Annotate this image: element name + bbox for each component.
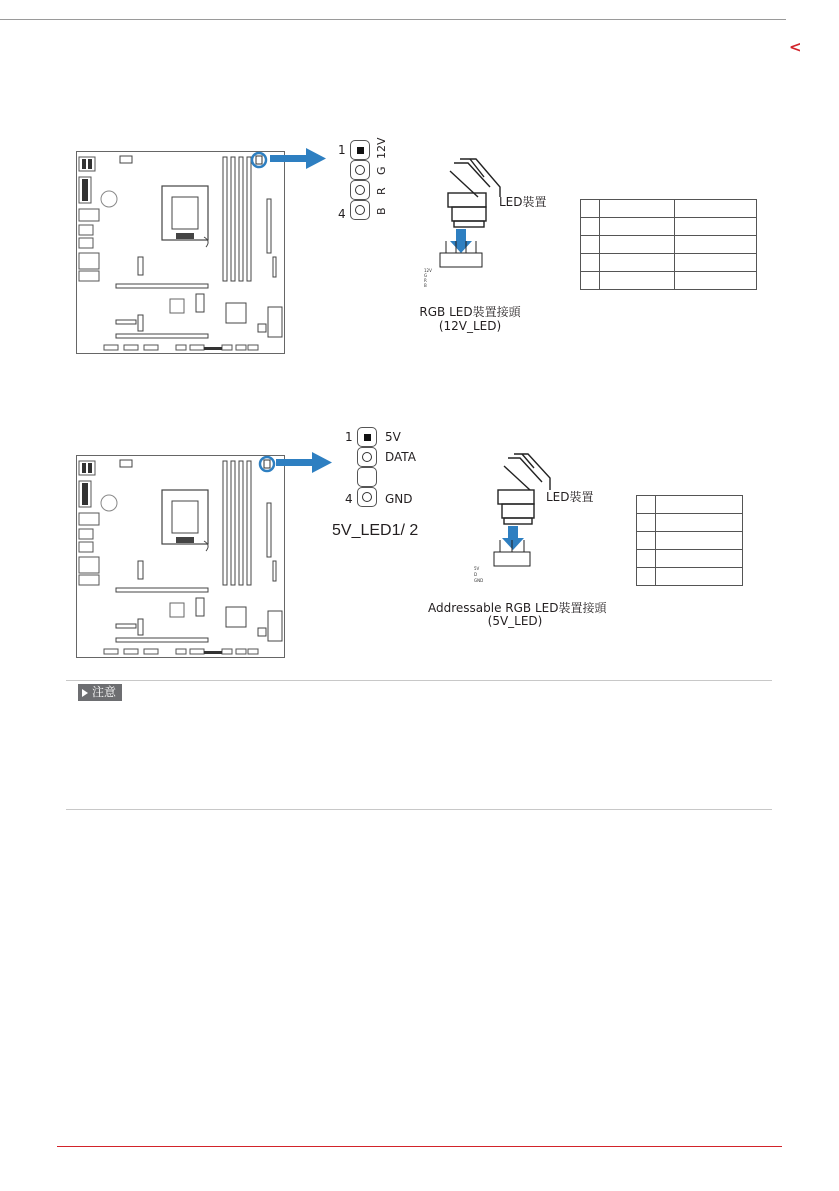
pin-name-b: B [375, 207, 388, 215]
mini-pin-label: B [424, 283, 427, 288]
pin-number-4: 4 [338, 207, 346, 221]
caption-line1-5v: Addressable RGB LED裝置接頭 [428, 601, 607, 615]
table-row [581, 254, 757, 272]
pin-table-12v [580, 199, 757, 290]
note-badge-label: 注意 [92, 685, 117, 699]
pin-number-1: 1 [338, 143, 346, 157]
pin-number-1: 1 [345, 430, 353, 444]
mini-pin-label: 5V [474, 566, 480, 571]
table-row [581, 218, 757, 236]
pin-4-circle [350, 200, 370, 220]
top-rule [0, 19, 786, 20]
pin-name-g: G [375, 166, 388, 175]
motherboard-12v-svg [76, 151, 285, 354]
pin-3-circle [350, 180, 370, 200]
led-device-label-12v: LED裝置 [499, 195, 547, 209]
pin-name-gnd: GND [385, 492, 413, 506]
note-badge [78, 684, 122, 701]
pin-header-5v [345, 426, 455, 512]
mini-pin-label: D [474, 572, 478, 577]
table-row [581, 236, 757, 254]
note-bottom-rule [66, 809, 772, 810]
pin-name-12v: 12V [375, 137, 388, 159]
pin-1-square [357, 427, 377, 447]
pin-2-circle [350, 160, 370, 180]
mini-pin-label: R [424, 278, 427, 283]
header-name-5v: 5V_LED1/ 2 [332, 522, 419, 539]
table-row [581, 200, 757, 218]
table-row [637, 550, 743, 568]
note-top-rule [66, 680, 772, 681]
motherboard-diagram-5v [76, 455, 285, 658]
mini-pin-labels-5v [474, 566, 483, 584]
caption-line2-5v: (5V_LED) [487, 614, 543, 628]
mini-pin-label: G [424, 273, 428, 278]
mini-pin-label: GND [474, 578, 484, 583]
led-device-label-5v: LED裝置 [546, 490, 594, 504]
note-triangle-icon [82, 689, 88, 697]
pin-2-circle [357, 447, 377, 467]
table-row [637, 496, 743, 514]
pin-name-r: R [375, 187, 388, 195]
mini-pin-labels-12v [424, 268, 432, 288]
pin-number-4: 4 [345, 492, 353, 506]
back-chevron-icon[interactable]: < [789, 38, 802, 56]
table-row [637, 514, 743, 532]
pin-table-5v [636, 495, 743, 586]
table-row [637, 532, 743, 550]
pin-3-empty [357, 467, 377, 487]
pin-4-circle [357, 487, 377, 507]
table-row [637, 568, 743, 586]
pin-header-12v [338, 139, 388, 223]
pointer-arrow-12v [270, 148, 326, 170]
table-row [581, 272, 757, 290]
led-connector-illustration-5v [472, 452, 562, 587]
pin-1-square [350, 140, 370, 160]
mini-pin-label: 12V [424, 268, 432, 273]
pin-name-data: DATA [385, 450, 416, 464]
footer-rule [57, 1146, 782, 1147]
pin-name-5v: 5V [385, 430, 401, 444]
pointer-arrow-5v [276, 452, 332, 474]
caption-line1-12v: RGB LED裝置接頭 [419, 305, 521, 319]
motherboard-5v-svg [76, 455, 285, 658]
motherboard-diagram-12v [76, 151, 285, 354]
caption-line2-12v: (12V_LED) [438, 319, 502, 333]
